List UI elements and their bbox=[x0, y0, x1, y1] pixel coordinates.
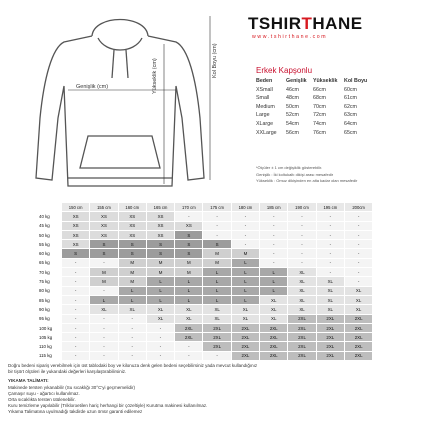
size-fit-cell: S bbox=[90, 249, 118, 258]
size-fit-cell: - bbox=[203, 230, 231, 239]
size-cell: 50cm bbox=[286, 103, 299, 110]
intro-line-1: Doğru bedeni sipariş verebilmek için üst tablodaki boy ve kilonuza denk gelen bedeni seçebilirsiniz yada mevcut kullandığınız bbox=[8, 363, 258, 368]
size-fit-cell: - bbox=[62, 258, 90, 267]
size-fit-cell: M bbox=[118, 268, 146, 277]
size-cell: 61cm bbox=[344, 95, 357, 102]
grid-corner bbox=[37, 203, 62, 212]
size-fit-cell: - bbox=[62, 351, 90, 360]
size-fit-cell: - bbox=[260, 212, 288, 221]
size-fit-cell: - bbox=[316, 249, 344, 258]
size-fit-cell: XL bbox=[118, 305, 146, 314]
size-fit-cell: - bbox=[316, 240, 344, 249]
size-fit-cell: L bbox=[146, 286, 174, 295]
size-fit-cell: 2XL bbox=[260, 351, 288, 360]
note-line: Yükseklik : Omuz dikişinden en alta kadar olan mesafedir bbox=[256, 178, 358, 184]
weight-label: 110 kg bbox=[37, 342, 62, 351]
size-cell: Small bbox=[256, 95, 270, 102]
size-fit-cell: L bbox=[231, 277, 259, 286]
size-fit-cell: XL bbox=[344, 295, 372, 304]
size-fit-cell: - bbox=[288, 221, 316, 230]
wash-line: Çamaşır suyu - ağartıcı kullanılmaz. bbox=[8, 390, 80, 396]
size-fit-cell: 2XL bbox=[344, 323, 372, 332]
size-fit-cell: XL bbox=[316, 295, 344, 304]
size-fit-cell: - bbox=[90, 333, 118, 342]
size-fit-cell: - bbox=[90, 342, 118, 351]
size-fit-cell: 2XL bbox=[231, 342, 259, 351]
size-fit-cell: L bbox=[146, 277, 174, 286]
wash-line: Kuru temizleme yapılabilir (Trikloroetilen hariç herhangi bir çözeltiyle) Kurutma makinesi kullanılmaz. bbox=[8, 403, 208, 409]
size-fit-cell: XS bbox=[118, 221, 146, 230]
hoodie-diagram bbox=[14, 8, 224, 188]
size-fit-cell: - bbox=[62, 342, 90, 351]
size-fit-cell: - bbox=[90, 351, 118, 360]
size-fit-cell: - bbox=[344, 230, 372, 239]
size-fit-cell: 2XL bbox=[260, 333, 288, 342]
size-fit-cell: - bbox=[90, 258, 118, 267]
size-fit-cell: XL bbox=[260, 314, 288, 323]
height-label: Yükseklik (cm) bbox=[152, 58, 158, 94]
size-fit-cell: - bbox=[118, 342, 146, 351]
size-fit-cell: - bbox=[203, 212, 231, 221]
size-fit-cell: - bbox=[316, 230, 344, 239]
size-fit-cell: XL bbox=[146, 314, 174, 323]
size-cell: XSmall bbox=[256, 86, 273, 93]
note-line: Genişlik : İki koltukaltı dikişi arası mesafedir bbox=[256, 171, 334, 177]
size-fit-cell: 2XL bbox=[288, 323, 316, 332]
size-fit-cell: L bbox=[203, 277, 231, 286]
size-fit-cell: - bbox=[146, 342, 174, 351]
size-fit-cell: - bbox=[260, 240, 288, 249]
size-fit-cell: XL bbox=[288, 305, 316, 314]
size-fit-cell: 2XL bbox=[203, 342, 231, 351]
size-cell: 72cm bbox=[313, 112, 326, 119]
grid-row bbox=[37, 230, 373, 239]
weight-label: 105 kg bbox=[37, 333, 62, 342]
height-header: 165 cm bbox=[146, 203, 174, 212]
size-fit-cell: XL bbox=[90, 305, 118, 314]
size-fit-cell: XL bbox=[260, 295, 288, 304]
size-fit-cell: 2XL bbox=[175, 323, 203, 332]
size-fit-cell: XS bbox=[90, 212, 118, 221]
size-fit-cell: 2XL bbox=[344, 351, 372, 360]
size-fit-cell: XL bbox=[316, 305, 344, 314]
size-fit-cell: S bbox=[118, 249, 146, 258]
weight-label: 65 kg bbox=[37, 258, 62, 267]
size-fit-cell: S bbox=[203, 240, 231, 249]
size-fit-cell: 2XL bbox=[288, 342, 316, 351]
size-fit-cell: - bbox=[288, 230, 316, 239]
size-fit-cell: M bbox=[146, 258, 174, 267]
size-fit-cell: - bbox=[344, 277, 372, 286]
size-fit-cell: - bbox=[118, 351, 146, 360]
size-fit-cell: XL bbox=[288, 268, 316, 277]
grid-row bbox=[37, 221, 373, 230]
height-header: 180 cm bbox=[231, 203, 259, 212]
size-fit-cell: - bbox=[288, 212, 316, 221]
size-row bbox=[256, 129, 372, 138]
size-fit-cell: XS bbox=[118, 230, 146, 239]
grid-row bbox=[37, 305, 373, 314]
size-fit-cell: L bbox=[118, 295, 146, 304]
size-cell: 62cm bbox=[344, 103, 357, 110]
size-cell: 60cm bbox=[344, 86, 357, 93]
size-fit-cell: 2XL bbox=[288, 351, 316, 360]
size-fit-cell: M bbox=[175, 258, 203, 267]
size-fit-cell: 2XL bbox=[260, 342, 288, 351]
grid-row bbox=[37, 268, 373, 277]
size-fit-cell: - bbox=[62, 314, 90, 323]
size-fit-cell: XL bbox=[260, 305, 288, 314]
size-cell: 66cm bbox=[313, 86, 326, 93]
size-fit-cell: M bbox=[203, 258, 231, 267]
brand-left: TSHIR bbox=[248, 14, 302, 33]
grid-row bbox=[37, 212, 373, 221]
height-header: 175 cm bbox=[203, 203, 231, 212]
size-cell: 70cm bbox=[313, 103, 326, 110]
size-fit-cell: XL bbox=[175, 305, 203, 314]
size-chart-title: Erkek Kapşonlu bbox=[256, 66, 313, 75]
size-fit-cell: XL bbox=[146, 305, 174, 314]
footer-text bbox=[8, 363, 418, 416]
size-row bbox=[256, 120, 372, 129]
size-fit-cell: XS bbox=[90, 230, 118, 239]
size-fit-cell: - bbox=[344, 212, 372, 221]
size-chart-table bbox=[256, 77, 372, 137]
size-fit-cell: - bbox=[260, 249, 288, 258]
size-fit-cell: M bbox=[118, 277, 146, 286]
size-cell: Kol Boyu bbox=[344, 78, 368, 84]
grid-header-row bbox=[37, 203, 373, 212]
size-cell: 65cm bbox=[344, 129, 357, 136]
size-fit-cell: 2XL bbox=[316, 333, 344, 342]
height-header: 155 cm bbox=[90, 203, 118, 212]
size-fit-cell: L bbox=[146, 295, 174, 304]
size-fit-cell: - bbox=[316, 212, 344, 221]
size-row bbox=[256, 86, 372, 95]
size-fit-cell: L bbox=[231, 286, 259, 295]
size-fit-cell: 2XL bbox=[288, 333, 316, 342]
size-fit-cell: - bbox=[260, 258, 288, 267]
size-fit-cell: - bbox=[62, 286, 90, 295]
size-fit-cell: - bbox=[203, 221, 231, 230]
sleeve-label: Kol Boyu (cm) bbox=[212, 43, 218, 78]
size-fit-cell: - bbox=[231, 240, 259, 249]
brand-logo bbox=[248, 14, 376, 54]
size-fit-cell: - bbox=[344, 221, 372, 230]
size-fit-cell: - bbox=[203, 351, 231, 360]
size-fit-cell: - bbox=[90, 323, 118, 332]
size-fit-cell: XL bbox=[231, 305, 259, 314]
intro-line-2: bir tişört ölçüleri ile yukarıdaki değerleri karşılaştırabilirsiniz. bbox=[8, 369, 127, 375]
size-fit-cell: L bbox=[231, 295, 259, 304]
size-fit-cell: - bbox=[62, 268, 90, 277]
weight-label: 100 kg bbox=[37, 323, 62, 332]
size-fit-cell: 2XL bbox=[231, 333, 259, 342]
size-fit-cell: - bbox=[146, 323, 174, 332]
size-fit-cell: M bbox=[90, 277, 118, 286]
size-fit-cell: 2XL bbox=[344, 314, 372, 323]
grid-row bbox=[37, 286, 373, 295]
wash-title: YIKAMA TALİMATI: bbox=[8, 378, 49, 384]
size-cell: Large bbox=[256, 112, 270, 119]
height-header: 170 cm bbox=[175, 203, 203, 212]
weight-label: 75 kg bbox=[37, 277, 62, 286]
size-fit-cell: L bbox=[231, 268, 259, 277]
size-fit-cell: XS bbox=[146, 212, 174, 221]
size-fit-cell: S bbox=[175, 249, 203, 258]
grid-row bbox=[37, 277, 373, 286]
size-fit-cell: 2XL bbox=[316, 323, 344, 332]
size-fit-cell: S bbox=[118, 240, 146, 249]
weight-label: 55 kg bbox=[37, 240, 62, 249]
size-fit-cell: - bbox=[344, 249, 372, 258]
size-fit-cell: 2XL bbox=[203, 323, 231, 332]
size-fit-cell: XL bbox=[288, 295, 316, 304]
size-fit-cell: - bbox=[288, 249, 316, 258]
grid-row bbox=[37, 323, 373, 332]
size-fit-cell: - bbox=[316, 221, 344, 230]
size-fit-cell: - bbox=[316, 268, 344, 277]
size-fit-cell: - bbox=[316, 258, 344, 267]
size-header-row bbox=[256, 77, 372, 86]
size-fit-cell: - bbox=[118, 333, 146, 342]
weight-label: 70 kg bbox=[37, 268, 62, 277]
size-fit-cell: XL bbox=[203, 305, 231, 314]
size-fit-cell: - bbox=[231, 212, 259, 221]
size-fit-cell: S bbox=[146, 240, 174, 249]
size-cell: 63cm bbox=[344, 112, 357, 119]
size-row bbox=[256, 111, 372, 120]
size-fit-cell: M bbox=[90, 268, 118, 277]
height-header: 185 cm bbox=[260, 203, 288, 212]
size-fit-cell: XL bbox=[203, 314, 231, 323]
brand-wordmark bbox=[248, 14, 363, 34]
size-row bbox=[256, 103, 372, 112]
size-cell: 56cm bbox=[286, 129, 299, 136]
measurement-notes bbox=[256, 165, 357, 185]
size-fit-cell: 2XL bbox=[203, 333, 231, 342]
size-fit-cell: - bbox=[288, 240, 316, 249]
weight-label: 80 kg bbox=[37, 286, 62, 295]
size-cell: 48cm bbox=[286, 95, 299, 102]
weight-label: 85 kg bbox=[37, 295, 62, 304]
size-fit-cell: XS bbox=[90, 221, 118, 230]
size-fit-cell: 2XL bbox=[316, 342, 344, 351]
size-cell: 52cm bbox=[286, 112, 299, 119]
size-fit-cell: XS bbox=[118, 212, 146, 221]
size-fit-cell: XS bbox=[62, 230, 90, 239]
hoodie-illustration bbox=[14, 8, 224, 188]
height-header: 195 cm bbox=[316, 203, 344, 212]
size-row bbox=[256, 94, 372, 103]
grid-row bbox=[37, 249, 373, 258]
size-fit-cell: XL bbox=[344, 305, 372, 314]
size-fit-cell: XS bbox=[62, 212, 90, 221]
size-fit-cell: - bbox=[90, 286, 118, 295]
weight-label: 90 kg bbox=[37, 305, 62, 314]
wash-instructions bbox=[8, 385, 418, 416]
size-cell: 46cm bbox=[286, 86, 299, 93]
grid-row bbox=[37, 314, 373, 323]
size-fit-cell: L bbox=[260, 268, 288, 277]
size-fit-cell: XS bbox=[62, 240, 90, 249]
size-fit-cell: XL bbox=[316, 286, 344, 295]
size-fit-cell: - bbox=[260, 230, 288, 239]
size-fit-cell: - bbox=[62, 277, 90, 286]
size-cell: 68cm bbox=[313, 95, 326, 102]
grid-row bbox=[37, 342, 373, 351]
size-fit-cell: 2XL bbox=[260, 323, 288, 332]
size-fit-cell: L bbox=[203, 268, 231, 277]
size-fit-cell: M bbox=[118, 258, 146, 267]
size-fit-cell: 2XL bbox=[344, 333, 372, 342]
size-fit-cell: - bbox=[118, 323, 146, 332]
wash-line: Yıkama Talimatına uyulmadığı takdirde uzun ömür garanti edilemez bbox=[8, 409, 143, 415]
size-fit-cell: L bbox=[118, 286, 146, 295]
height-header: 150 cm bbox=[62, 203, 90, 212]
size-cell: XLarge bbox=[256, 120, 274, 127]
grid-row bbox=[37, 333, 373, 342]
size-cell: 76cm bbox=[313, 129, 326, 136]
size-cell: 64cm bbox=[344, 120, 357, 127]
wash-line: Orta sıcaklıkta tersten ütülenebilir. bbox=[8, 397, 76, 403]
size-fit-cell: - bbox=[62, 333, 90, 342]
weight-label: 40 kg bbox=[37, 212, 62, 221]
size-fit-cell: XS bbox=[146, 221, 174, 230]
size-fit-cell: M bbox=[146, 268, 174, 277]
size-fit-cell: 2XL bbox=[288, 314, 316, 323]
size-fit-cell: L bbox=[90, 295, 118, 304]
size-cell: Beden bbox=[256, 78, 273, 84]
size-fit-cell: - bbox=[90, 314, 118, 323]
size-fit-cell: XS bbox=[62, 221, 90, 230]
size-fit-cell: L bbox=[203, 295, 231, 304]
size-fit-cell: L bbox=[175, 286, 203, 295]
size-fit-cell: XS bbox=[146, 230, 174, 239]
size-fit-cell: - bbox=[175, 342, 203, 351]
size-fit-cell: 2XL bbox=[316, 314, 344, 323]
size-fit-cell: - bbox=[344, 240, 372, 249]
size-fit-cell: M bbox=[231, 249, 259, 258]
size-cell: Medium bbox=[256, 103, 275, 110]
size-cell: Genişlik bbox=[286, 78, 307, 84]
size-fit-cell: L bbox=[175, 277, 203, 286]
size-cell: 54cm bbox=[286, 120, 299, 127]
size-fit-cell: 2XL bbox=[316, 351, 344, 360]
size-cell: Yükseklik bbox=[313, 78, 338, 84]
weight-label: 95 kg bbox=[37, 314, 62, 323]
size-cell: 74cm bbox=[313, 120, 326, 127]
size-fit-cell: XL bbox=[288, 277, 316, 286]
weight-label: 50 kg bbox=[37, 230, 62, 239]
size-fit-cell: L bbox=[175, 295, 203, 304]
size-fit-cell: M bbox=[175, 268, 203, 277]
size-fit-cell: S bbox=[62, 249, 90, 258]
size-fit-cell: L bbox=[260, 277, 288, 286]
size-fit-cell: - bbox=[62, 323, 90, 332]
shirt-t-icon: T bbox=[301, 14, 313, 33]
size-fit-cell: - bbox=[231, 230, 259, 239]
size-fit-cell: L bbox=[260, 286, 288, 295]
height-header: 160 cm bbox=[118, 203, 146, 212]
size-fit-cell: - bbox=[118, 314, 146, 323]
size-fit-cell: XL bbox=[316, 277, 344, 286]
note-line: *Ölçüler ± 1 cm değişiklik gösterebilir. bbox=[256, 165, 323, 170]
size-fit-cell: M bbox=[203, 249, 231, 258]
size-fit-cell: - bbox=[231, 221, 259, 230]
size-fit-cell: 2XL bbox=[231, 323, 259, 332]
size-fit-cell: - bbox=[62, 305, 90, 314]
weight-label: 115 kg bbox=[37, 351, 62, 360]
grid-row bbox=[37, 240, 373, 249]
size-fit-cell: S bbox=[146, 249, 174, 258]
size-fit-cell: - bbox=[146, 351, 174, 360]
size-fit-cell: - bbox=[62, 295, 90, 304]
size-fit-cell: - bbox=[344, 258, 372, 267]
weight-label: 60 kg bbox=[37, 249, 62, 258]
wash-line: Makinede tersten yıkanabilir (Su sıcaklığı 30°C'yi geçmemelidir) bbox=[8, 384, 135, 390]
size-fit-cell: L bbox=[203, 286, 231, 295]
height-header: 190 cm bbox=[288, 203, 316, 212]
size-fit-cell: S bbox=[175, 230, 203, 239]
size-fit-cell: XL bbox=[288, 286, 316, 295]
size-fit-cell: - bbox=[288, 258, 316, 267]
size-fit-cell: XL bbox=[231, 314, 259, 323]
brand-right: HANE bbox=[312, 14, 363, 33]
size-fit-cell: 2XL bbox=[231, 351, 259, 360]
size-fit-cell: XS bbox=[175, 221, 203, 230]
size-fit-cell: - bbox=[344, 268, 372, 277]
size-fit-cell: - bbox=[260, 221, 288, 230]
size-fit-cell: XL bbox=[175, 314, 203, 323]
size-fit-cell: - bbox=[175, 351, 203, 360]
weight-label: 45 kg bbox=[37, 221, 62, 230]
height-header: 200cm bbox=[344, 203, 372, 212]
size-fit-cell: S bbox=[175, 240, 203, 249]
size-fit-cell: 2XL bbox=[175, 333, 203, 342]
size-fit-cell: S bbox=[90, 240, 118, 249]
size-fit-cell: - bbox=[146, 333, 174, 342]
size-cell: XXLarge bbox=[256, 129, 277, 136]
grid-row bbox=[37, 295, 373, 304]
size-fit-cell: 2XL bbox=[344, 342, 372, 351]
width-label: Genişlik (cm) bbox=[76, 84, 109, 90]
fit-grid bbox=[36, 202, 373, 361]
brand-website: www.tshirthane.com bbox=[252, 34, 328, 40]
size-fit-cell: XL bbox=[344, 286, 372, 295]
grid-row bbox=[37, 258, 373, 267]
size-fit-cell: L bbox=[231, 258, 259, 267]
size-fit-cell: - bbox=[175, 212, 203, 221]
grid-row bbox=[37, 351, 373, 360]
